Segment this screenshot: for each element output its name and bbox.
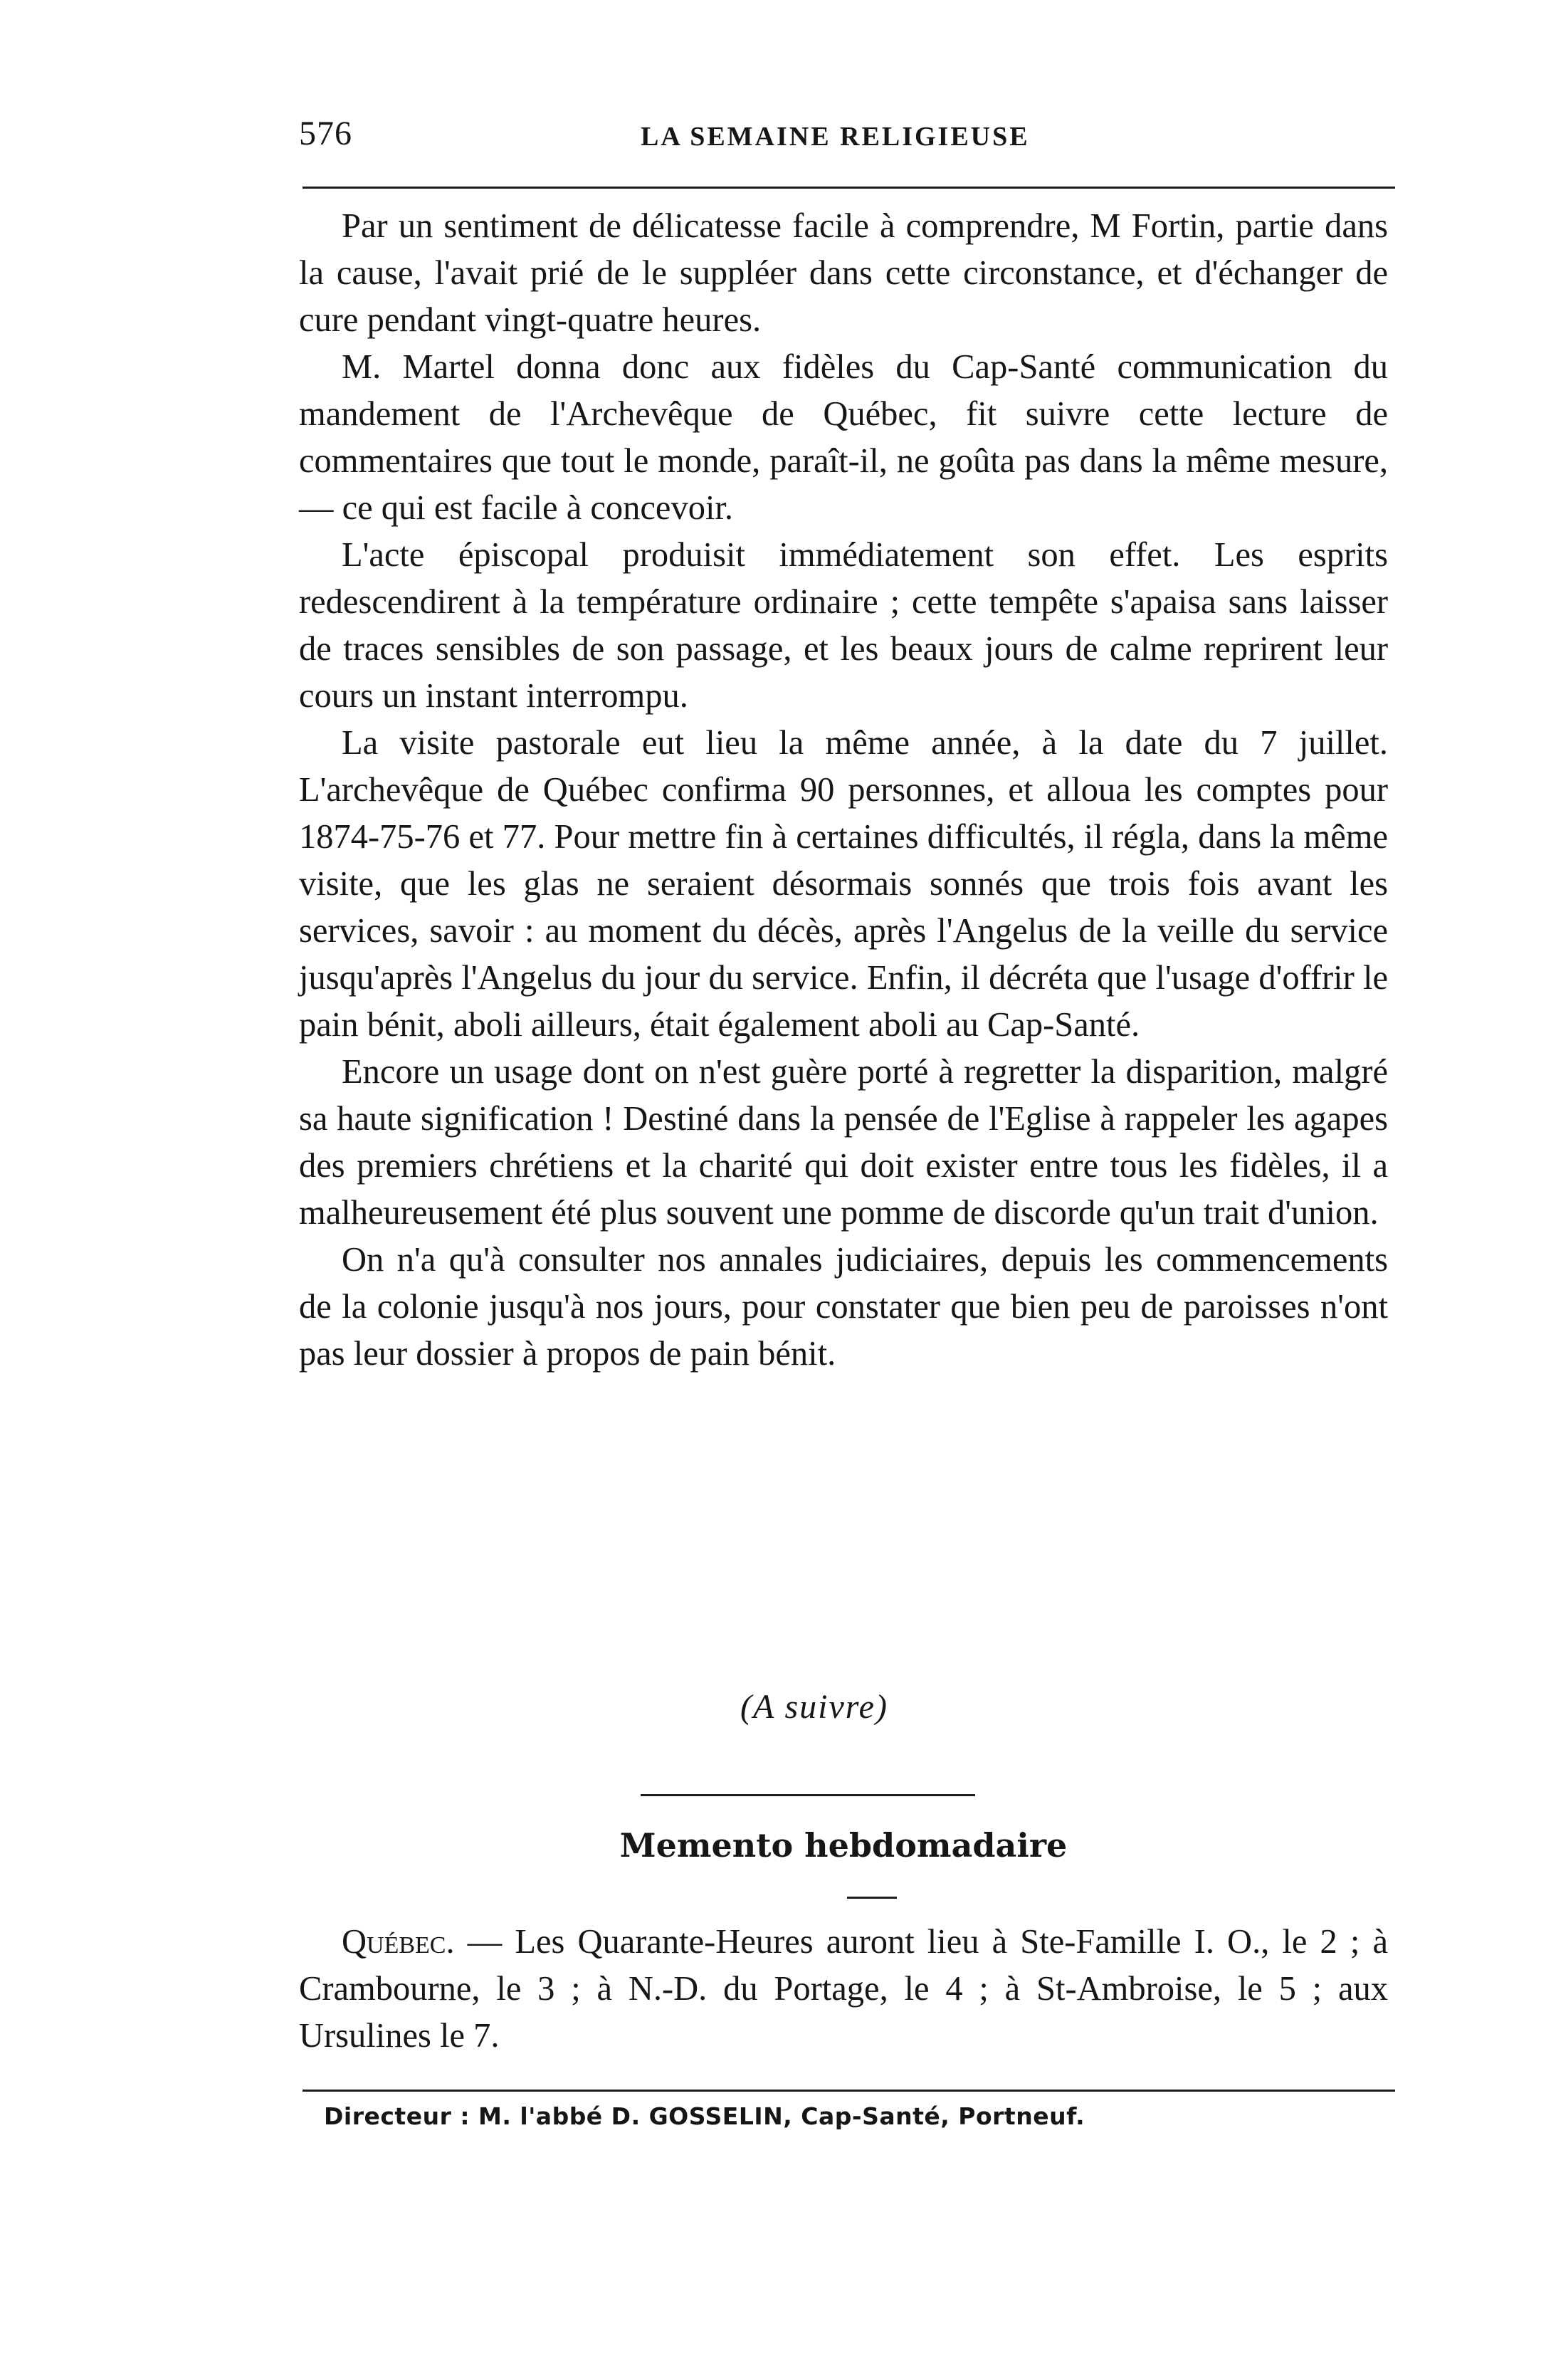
paragraph: Par un sentiment de délicatesse facile à comprendre, M Fortin, partie dans la cause, l'avait prié de le suppléer dans cette circonstance, et d'échanger de cure pendant vingt-quatre heures. [299, 207, 1388, 339]
memento-place: Québec [342, 1923, 446, 1961]
paragraph: On n'a qu'à consulter nos annales judiciaires, depuis les commencements de la colonie jusqu'à nos jours, pour constater que bien peu de paroisses n'ont pas leur dossier à propos de pain bénit. [299, 1241, 1388, 1373]
title-underline [847, 1897, 897, 1899]
running-head [299, 114, 1388, 157]
footer-rule [303, 2090, 1395, 2092]
memento-body: . — Les Quarante-Heures auront lieu à Ste-Famille I. O., le 2 ; à Crambourne, le 3 ; à N.-D. du Portage, le 4 ; à St-Ambroise, le 5 ; aux Ursulines le 7. [299, 1923, 1388, 2055]
paragraph: L'acte épiscopal produisit immédiatement son effet. Les esprits redescendirent à la température ordinaire ; cette tempête s'apaisa sans laisser de traces sensibles de son passage, et les beaux jours de calme reprirent leur cours un instant interrompu. [299, 536, 1388, 715]
header-rule [303, 187, 1395, 189]
memento-title: Memento hebdomadaire [619, 1826, 1068, 1865]
paragraph: La visite pastorale eut lieu la même année, à la date du 7 juillet. L'archevêque de Québec confirma 90 personnes, et alloua les comptes pour 1874-75-76 et 77. Pour mettre fin à certaines difficultés, il régla, dans la même visite, que les glas ne seraient désormais sonnés que trois fois avant les services, savoir : au moment du décès, après l'Angelus de la veille du service jusqu'après l'Angelus du jour du service. Enfin, il décréta que l'usage d'offrir le pain bénit, aboli ailleurs, était également aboli au Cap-Santé. [299, 724, 1388, 1044]
article-body [299, 203, 1388, 1378]
footer-credit: Directeur : M. l'abbé D. GOSSELIN, Cap-Santé, Portneuf. [324, 2102, 1085, 2130]
memento-text [299, 1919, 1388, 2060]
journal-title: LA SEMAINE RELIGIEUSE [641, 122, 1030, 152]
page-number: 576 [299, 115, 352, 152]
paragraph: Encore un usage dont on n'est guère porté à regretter la disparition, malgré sa haute signification ! Destiné dans la pensée de l'Eglise à rappeler les agapes des premiers chrétiens et la charité qui doit exister entre tous les fidèles, il a malheureusement été plus souvent une pomme de discorde qu'un trait d'union. [299, 1053, 1388, 1232]
continuation-note: (A suivre) [740, 1688, 888, 1726]
paragraph: M. Martel donna donc aux fidèles du Cap-Santé communication du mandement de l'Archevêque de Québec, fit suivre cette lecture de commentaires que tout le monde, paraît-il, ne goûta pas dans la même mesure, — ce qui est facile à concevoir. [299, 348, 1388, 527]
section-divider [641, 1794, 975, 1796]
